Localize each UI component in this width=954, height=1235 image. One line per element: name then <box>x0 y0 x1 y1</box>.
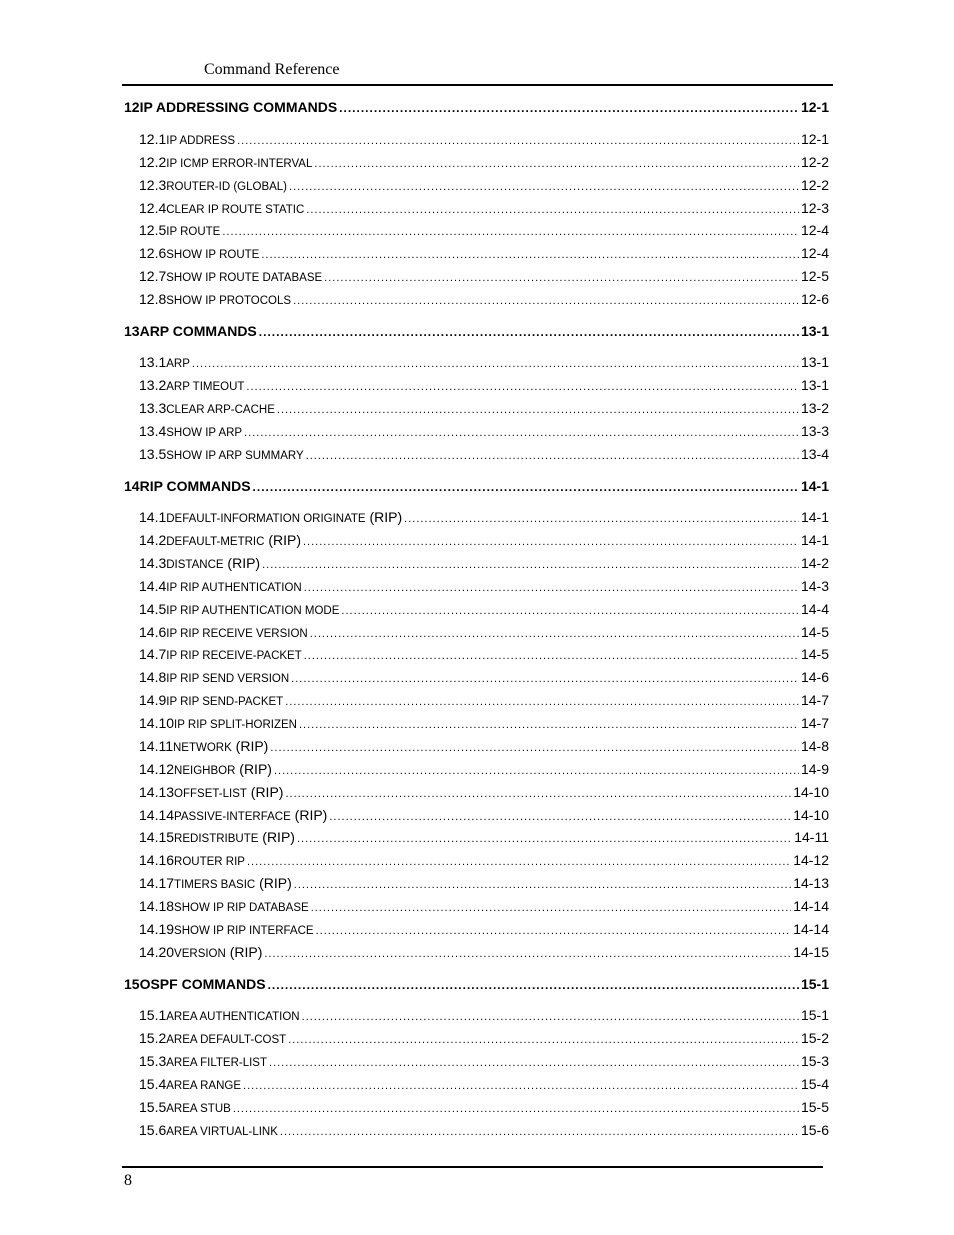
toc-entry-number: 14.18 <box>139 898 175 914</box>
toc-section-entry[interactable] <box>124 1072 829 1092</box>
toc-dot-leader <box>310 628 799 640</box>
toc-entry-title <box>166 181 287 193</box>
toc-entry-title-text: IP ROUTE <box>166 226 221 238</box>
toc-entry-title-text: SHOW IP RIP DATABASE <box>174 902 309 914</box>
toc-entry-page: 14-5 <box>800 646 829 662</box>
toc-entry-title <box>166 1034 286 1046</box>
toc-section-entry[interactable] <box>124 287 829 307</box>
toc-section-entry[interactable] <box>124 803 829 823</box>
toc-section-entry[interactable] <box>124 1049 829 1069</box>
header-title: Command Reference <box>204 61 340 78</box>
toc-entry-title-suffix: (RIP) <box>246 784 284 800</box>
toc-entry-page: 13-1 <box>800 377 829 393</box>
toc-entry-title-suffix: (RIP) <box>365 509 403 525</box>
toc-entry-number: 12 <box>124 99 140 115</box>
toc-dot-leader <box>289 181 799 193</box>
toc-entry-number: 14.3 <box>139 555 167 571</box>
toc-entry-title <box>174 784 283 800</box>
toc-entry-title <box>166 582 301 594</box>
toc-section-entry[interactable] <box>124 620 829 640</box>
toc-entry-title-text: DEFAULT-METRIC <box>166 536 265 548</box>
toc-dot-leader <box>246 381 799 393</box>
toc-entry-number: 13 <box>124 323 140 339</box>
toc-entry-title-text: SHOW IP ROUTE <box>166 249 260 261</box>
toc-entry-page: 12-5 <box>800 268 829 284</box>
toc-entry-title <box>140 478 251 494</box>
toc-section-entry[interactable] <box>124 642 829 662</box>
toc-entry-page: 14-6 <box>800 669 829 685</box>
toc-section-entry[interactable] <box>124 505 829 525</box>
toc-entry-title <box>166 1011 299 1023</box>
toc-entry-page: 12-4 <box>800 245 829 261</box>
toc-entry-page: 13-1 <box>800 323 829 339</box>
toc-entry-title-text: OSPF COMMANDS <box>139 976 266 992</box>
toc-section-entry[interactable] <box>124 528 829 548</box>
toc-entry-title <box>166 1103 231 1115</box>
toc-entry-page: 14-3 <box>800 578 829 594</box>
toc-entry-page: 12-2 <box>800 177 829 193</box>
toc-entry-title <box>166 1057 267 1069</box>
toc-entry-title <box>166 158 312 170</box>
toc-dot-leader <box>285 788 791 800</box>
toc-chapter-entry[interactable] <box>124 95 829 115</box>
toc-entry-title <box>174 761 272 777</box>
toc-entry-title-text: IP RIP RECEIVE-PACKET <box>166 650 302 662</box>
toc-entry-title <box>166 135 235 147</box>
toc-entry-title-suffix: (RIP) <box>235 761 272 777</box>
toc-entry-title-text: TIMERS BASIC <box>174 879 256 891</box>
toc-section-entry[interactable] <box>124 350 829 370</box>
toc-entry-title-text: CLEAR ARP-CACHE <box>166 404 275 416</box>
toc-entry-title <box>174 925 314 937</box>
toc-entry-page: 14-14 <box>793 898 829 914</box>
toc-entry-title-text: ROUTER-ID (GLOBAL) <box>166 181 288 193</box>
toc-entry-number: 13.2 <box>139 377 167 393</box>
toc-entry-title-text: ARP TIMEOUT <box>166 381 245 393</box>
footer-rule <box>122 1166 823 1168</box>
toc-entry-title <box>174 944 262 960</box>
toc-entry-title <box>166 381 244 393</box>
toc-entry-title <box>174 807 327 823</box>
toc-entry-title-text: IP RIP AUTHENTICATION MODE <box>166 605 340 617</box>
toc-dot-leader <box>253 480 799 494</box>
toc-entry-number: 13.4 <box>139 423 167 439</box>
toc-entry-title <box>166 1080 241 1092</box>
toc-entry-title-suffix: (RIP) <box>290 807 328 823</box>
toc-entry-title-text: RIP COMMANDS <box>139 478 251 494</box>
toc-entry-title <box>174 856 245 868</box>
toc-entry-number: 12.3 <box>139 177 167 193</box>
toc-section-entry[interactable] <box>124 665 829 685</box>
toc-dot-leader <box>274 765 799 777</box>
toc-entry-title <box>174 875 292 891</box>
toc-entry-number: 14.9 <box>139 692 167 708</box>
toc-dot-leader <box>329 811 791 823</box>
toc-entry-page: 14-13 <box>793 875 829 891</box>
toc-dot-leader <box>293 295 799 307</box>
toc-entry-title-text: SHOW IP PROTOCOLS <box>166 295 292 307</box>
toc-entry-number: 13.5 <box>139 446 167 462</box>
toc-entry-number: 12.2 <box>139 154 167 170</box>
toc-entry-title-text: IP RIP AUTHENTICATION <box>166 582 302 594</box>
toc-dot-leader <box>304 582 799 594</box>
toc-section-entry[interactable] <box>124 218 829 238</box>
toc-dot-leader <box>261 249 799 261</box>
toc-entry-title-text: SHOW IP ROUTE DATABASE <box>166 272 323 284</box>
toc-entry-number: 14.10 <box>139 715 175 731</box>
toc-entry-number: 14.19 <box>139 921 175 937</box>
toc-dot-leader <box>268 978 799 992</box>
toc-entry-title-text: IP ADDRESS <box>166 135 236 147</box>
toc-section-entry[interactable] <box>124 1026 829 1046</box>
toc-entry-number: 12.4 <box>139 200 167 216</box>
toc-entry-title <box>166 1126 278 1138</box>
toc-dot-leader <box>233 1103 799 1115</box>
toc-entry-page: 13-3 <box>800 423 829 439</box>
toc-entry-title <box>173 738 268 754</box>
toc-entry-title <box>174 902 309 914</box>
toc-entry-title-text: IP ICMP ERROR-INTERVAL <box>166 158 313 170</box>
toc-entry-page: 13-2 <box>800 400 829 416</box>
toc-entry-number: 14.13 <box>139 784 175 800</box>
toc-entry-title-text: IP ADDRESSING COMMANDS <box>139 99 338 115</box>
toc-entry-title-text: AREA VIRTUAL-LINK <box>166 1126 278 1138</box>
toc-entry-page: 13-4 <box>800 446 829 462</box>
toc-dot-leader <box>341 605 799 617</box>
toc-entry-title <box>166 358 190 370</box>
toc-entry-number: 14.5 <box>139 601 167 617</box>
toc-section-entry[interactable] <box>124 150 829 170</box>
toc-entry-number: 14.6 <box>139 624 167 640</box>
toc-entry-page: 13-1 <box>800 354 829 370</box>
toc-entry-title-text: SHOW IP ARP <box>166 427 243 439</box>
toc-dot-leader <box>280 1126 799 1138</box>
toc-dot-leader <box>270 742 799 754</box>
toc-dot-leader <box>339 101 799 115</box>
toc-entry-page: 14-1 <box>800 509 829 525</box>
toc-entry-number: 15.5 <box>139 1099 167 1115</box>
toc-dot-leader <box>285 696 799 708</box>
toc-entry-page: 12-3 <box>800 200 829 216</box>
toc-entry-page: 14-4 <box>800 601 829 617</box>
toc-entry-title <box>140 323 257 339</box>
page-number: 8 <box>124 1172 132 1189</box>
toc-entry-number: 14.11 <box>139 738 173 754</box>
toc-section-entry[interactable] <box>124 871 829 891</box>
toc-entry-title <box>166 272 322 284</box>
toc-entry-page: 14-7 <box>800 692 829 708</box>
toc-entry-title-text: SHOW IP RIP INTERFACE <box>174 925 314 937</box>
toc-section-entry[interactable] <box>124 264 829 284</box>
toc-dot-leader <box>277 404 799 416</box>
toc-entry-title-suffix: (RIP) <box>223 555 261 571</box>
toc-entry-page: 12-6 <box>800 291 829 307</box>
toc-dot-leader <box>306 204 799 216</box>
toc-dot-leader <box>288 1034 799 1046</box>
toc-section-entry[interactable] <box>124 127 829 147</box>
toc-entry-page: 14-10 <box>793 807 829 823</box>
toc-entry-title-suffix: (RIP) <box>231 738 269 754</box>
toc-entry-number: 12.6 <box>139 245 167 261</box>
toc-dot-leader <box>311 902 792 914</box>
toc-dot-leader <box>237 135 799 147</box>
toc-entry-title-text: ARP COMMANDS <box>139 323 257 339</box>
toc-entry-title-text: NETWORK <box>173 742 232 754</box>
toc-dot-leader <box>299 719 799 731</box>
toc-entry-title-text: IP RIP SEND-PACKET <box>166 696 284 708</box>
toc-entry-title-text: CLEAR IP ROUTE STATIC <box>166 204 305 216</box>
toc-entry-title <box>140 976 266 992</box>
toc-entry-number: 15.2 <box>139 1030 167 1046</box>
toc-dot-leader <box>244 427 799 439</box>
toc-entry-title <box>166 696 283 708</box>
toc-entry-number: 15.3 <box>139 1053 167 1069</box>
toc-entry-page: 15-1 <box>800 976 829 992</box>
toc-entry-page: 12-2 <box>800 154 829 170</box>
toc-section-entry[interactable] <box>124 711 829 731</box>
toc-entry-page: 14-5 <box>800 624 829 640</box>
toc-entry-number: 15.1 <box>139 1007 167 1023</box>
toc-entry-page: 14-7 <box>800 715 829 731</box>
toc-section-entry[interactable] <box>124 574 829 594</box>
toc-entry-title-text: NEIGHBOR <box>174 765 236 777</box>
toc-entry-number: 12.7 <box>139 268 167 284</box>
toc-entry-title <box>166 404 275 416</box>
toc-dot-leader <box>314 158 799 170</box>
toc-entry-title-text: IP RIP SPLIT-HORIZEN <box>174 719 297 731</box>
toc-dot-leader <box>303 536 799 548</box>
toc-entry-page: 12-1 <box>800 131 829 147</box>
toc-entry-title <box>166 673 289 685</box>
toc-section-entry[interactable] <box>124 196 829 216</box>
toc-section-entry[interactable] <box>124 241 829 261</box>
toc-section-entry[interactable] <box>124 1095 829 1115</box>
toc-entry-title-text: DEFAULT-INFORMATION ORIGINATE <box>166 513 366 525</box>
toc-entry-page: 14-1 <box>800 478 829 494</box>
toc-entry-page: 14-12 <box>793 852 829 868</box>
toc-section-entry[interactable] <box>124 1003 829 1023</box>
toc-entry-page: 15-1 <box>800 1007 829 1023</box>
toc-section-entry[interactable] <box>124 688 829 708</box>
toc-entry-title-text: VERSION <box>174 948 226 960</box>
toc-entry-number: 14.7 <box>139 646 167 662</box>
toc-chapter-entry[interactable] <box>124 474 829 494</box>
toc-entry-title <box>166 555 260 571</box>
toc-dot-leader <box>269 1057 799 1069</box>
toc-entry-page: 12-1 <box>800 99 829 115</box>
toc-entry-number: 13.3 <box>139 400 167 416</box>
toc-dot-leader <box>316 925 792 937</box>
toc-entry-title-text: PASSIVE-INTERFACE <box>174 811 291 823</box>
toc-entry-title-suffix: (RIP) <box>225 944 263 960</box>
toc-dot-leader <box>404 513 799 525</box>
toc-entry-title <box>166 427 242 439</box>
toc-entry-title <box>166 226 220 238</box>
toc-entry-number: 13.1 <box>139 354 167 370</box>
toc-entry-title-text: DISTANCE <box>166 559 224 571</box>
toc-entry-number: 15.6 <box>139 1122 167 1138</box>
toc-entry-page: 15-5 <box>800 1099 829 1115</box>
toc-entry-title <box>166 509 402 525</box>
toc-dot-leader <box>302 1011 799 1023</box>
toc-entry-page: 15-2 <box>800 1030 829 1046</box>
toc-dot-leader <box>222 226 799 238</box>
toc-entry-page: 12-4 <box>800 222 829 238</box>
toc-entry-number: 14.8 <box>139 669 167 685</box>
toc-entry-number: 14.1 <box>139 509 167 525</box>
toc-entry-page: 14-10 <box>793 784 829 800</box>
toc-dot-leader <box>306 450 799 462</box>
toc-section-entry[interactable] <box>124 917 829 937</box>
toc-section-entry[interactable] <box>124 373 829 393</box>
toc-section-entry[interactable] <box>124 419 829 439</box>
toc-entry-title-text: IP RIP RECEIVE VERSION <box>166 628 308 640</box>
toc-entry-number: 14.16 <box>139 852 175 868</box>
toc-dot-leader <box>291 673 799 685</box>
toc-section-entry[interactable] <box>124 597 829 617</box>
toc-entry-title <box>166 295 291 307</box>
toc-entry-page: 14-14 <box>793 921 829 937</box>
toc-dot-leader <box>324 272 799 284</box>
toc-entry-number: 12.5 <box>139 222 167 238</box>
toc-entry-page: 14-2 <box>800 555 829 571</box>
toc-section-entry[interactable] <box>124 780 829 800</box>
toc-chapter-entry[interactable] <box>124 972 829 992</box>
toc-entry-title <box>166 650 301 662</box>
toc-entry-number: 14.4 <box>139 578 167 594</box>
toc-section-entry[interactable] <box>124 551 829 571</box>
toc-entry-number: 12.8 <box>139 291 167 307</box>
toc-dot-leader <box>297 833 792 845</box>
toc-entry-title <box>166 249 259 261</box>
toc-section-entry[interactable] <box>124 734 829 754</box>
toc-section-entry[interactable] <box>124 173 829 193</box>
toc-entry-title-text: SHOW IP ARP SUMMARY <box>166 450 304 462</box>
toc-entry-title-text: AREA RANGE <box>166 1080 242 1092</box>
toc-entry-number: 15 <box>124 976 140 992</box>
toc-section-entry[interactable] <box>124 848 829 868</box>
toc-entry-title <box>166 532 301 548</box>
toc-entry-number: 14.15 <box>139 829 175 845</box>
toc-entry-title <box>166 628 307 640</box>
toc-dot-leader <box>304 650 799 662</box>
toc-dot-leader <box>192 358 799 370</box>
toc-entry-title-text: OFFSET-LIST <box>174 788 247 800</box>
toc-dot-leader <box>262 559 799 571</box>
toc-entry-page: 15-3 <box>800 1053 829 1069</box>
toc-dot-leader <box>247 856 791 868</box>
toc-entry-title <box>166 605 339 617</box>
toc-entry-title-text: ARP <box>166 358 190 370</box>
toc-entry-page: 15-4 <box>800 1076 829 1092</box>
toc-entry-title-suffix: (RIP) <box>258 829 295 845</box>
toc-section-entry[interactable] <box>124 442 829 462</box>
toc-dot-leader <box>264 948 791 960</box>
toc-entry-page: 14-15 <box>793 944 829 960</box>
toc-entry-title-text: AREA AUTHENTICATION <box>166 1011 300 1023</box>
toc-entry-number: 14.20 <box>139 944 175 960</box>
toc-entry-page: 14-11 <box>794 829 829 845</box>
toc-entry-page: 14-9 <box>800 761 829 777</box>
toc-entry-title <box>174 719 297 731</box>
toc-entry-title-suffix: (RIP) <box>255 875 292 891</box>
toc-section-entry[interactable] <box>124 894 829 914</box>
toc-section-entry[interactable] <box>124 396 829 416</box>
toc-entry-title <box>166 204 304 216</box>
toc-dot-leader <box>259 325 799 339</box>
toc-section-entry[interactable] <box>124 757 829 777</box>
toc-dot-leader <box>294 879 791 891</box>
toc-entry-title-text: AREA STUB <box>166 1103 231 1115</box>
toc-entry-title <box>166 450 303 462</box>
toc-chapter-entry[interactable] <box>124 319 829 339</box>
toc-entry-number: 14 <box>124 478 140 494</box>
toc-entry-number: 15.4 <box>139 1076 167 1092</box>
toc-entry-number: 12.1 <box>139 131 167 147</box>
toc-entry-number: 14.14 <box>139 807 175 823</box>
toc-entry-title-text: IP RIP SEND VERSION <box>166 673 290 685</box>
toc-dot-leader <box>243 1080 799 1092</box>
toc-entry-title-text: AREA DEFAULT-COST <box>166 1034 287 1046</box>
toc-entry-number: 14.2 <box>139 532 167 548</box>
toc-entry-page: 14-1 <box>800 532 829 548</box>
toc-entry-title <box>174 829 295 845</box>
toc-section-entry[interactable] <box>124 825 829 845</box>
toc-entry-page: 14-8 <box>800 738 829 754</box>
toc-entry-title-text: ROUTER RIP <box>174 856 245 868</box>
toc-entry-title-text: REDISTRIBUTE <box>174 833 259 845</box>
header-rule <box>122 84 833 86</box>
toc-section-entry[interactable] <box>124 1118 829 1138</box>
toc-entry-number: 14.12 <box>139 761 175 777</box>
toc-entry-number: 14.17 <box>139 875 175 891</box>
toc-entry-page: 15-6 <box>800 1122 829 1138</box>
toc-entry-title-suffix: (RIP) <box>264 532 301 548</box>
toc-entry-title <box>140 99 338 115</box>
toc-entry-title-text: AREA FILTER-LIST <box>166 1057 268 1069</box>
toc-section-entry[interactable] <box>124 940 829 960</box>
